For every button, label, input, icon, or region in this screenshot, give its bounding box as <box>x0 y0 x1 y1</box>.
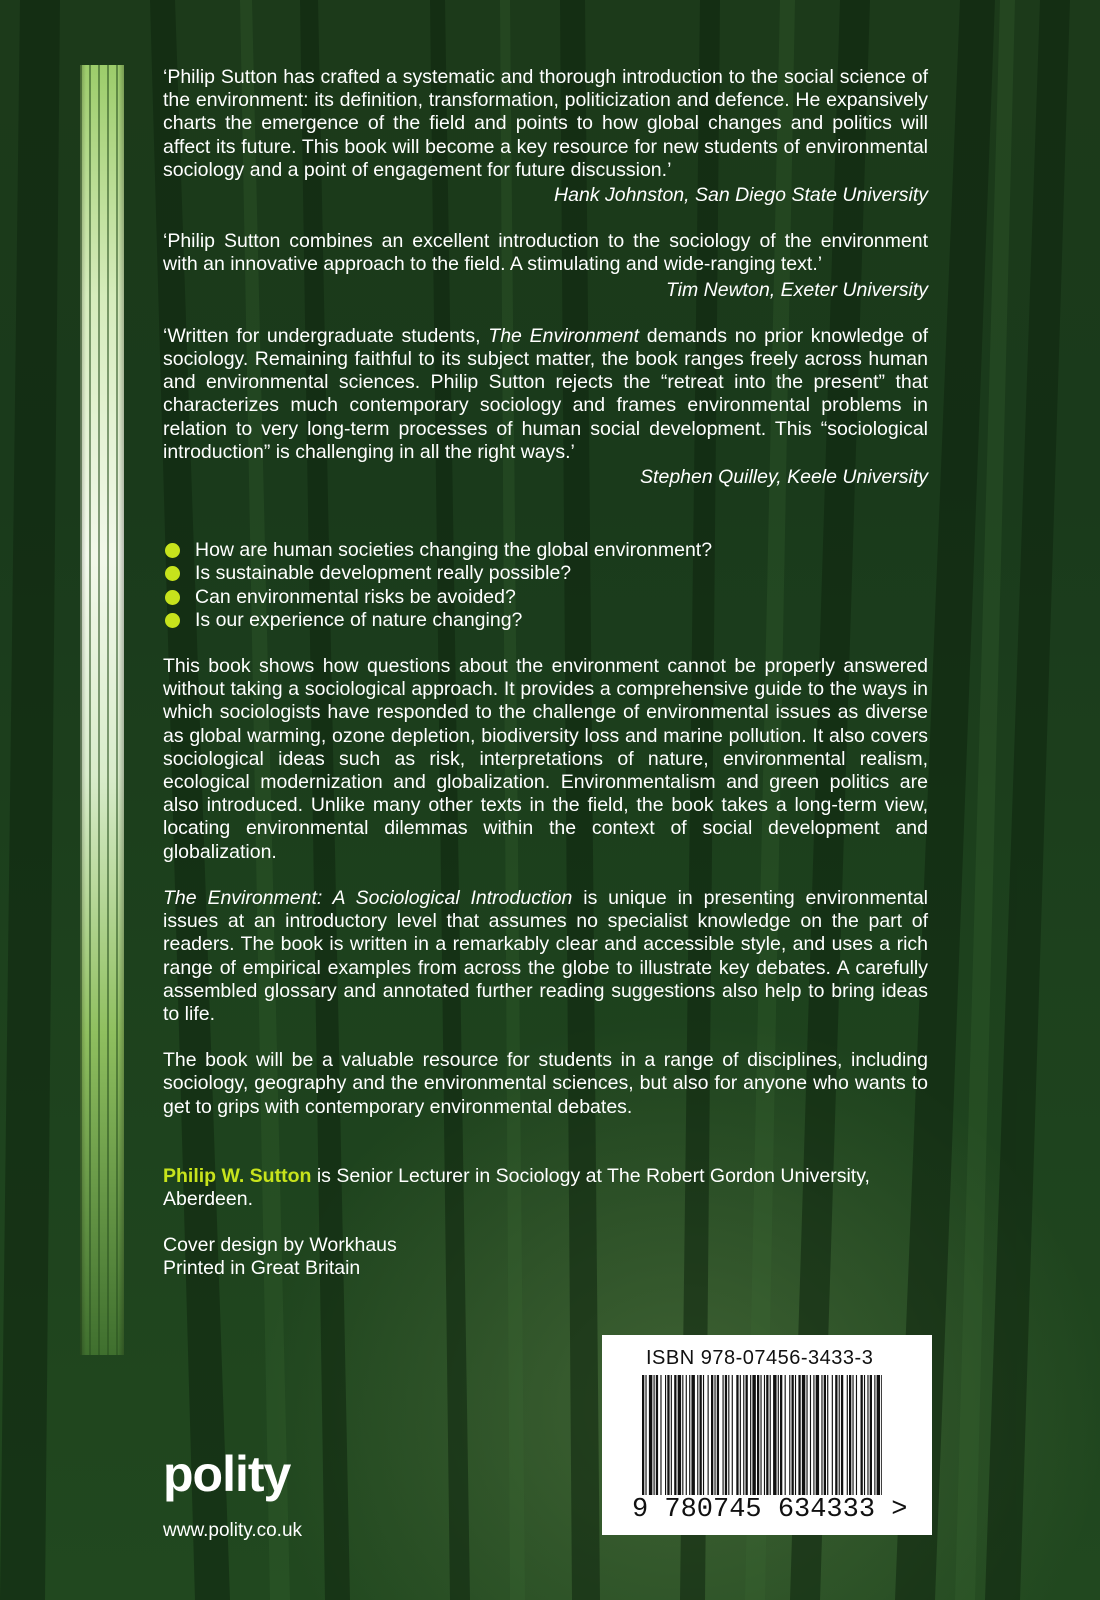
publisher-website: www.polity.co.uk <box>163 1520 303 1541</box>
barcode-bar <box>806 1375 807 1510</box>
barcode-bar <box>856 1375 857 1510</box>
quote-text: ‘Philip Sutton has crafted a systematic and thorough introduction to the social science of the environment: its definition, transformation, politicization and defence. He expansively charts the emergence of the field and points to how global changes and politics will affect its future. This book will become a key resource for new students of environmental sociology and a point of engagement for future discussion.’ <box>163 66 928 181</box>
barcode-bar <box>682 1375 683 1510</box>
isbn-barcode <box>602 1335 932 1535</box>
barcode-bar <box>689 1375 690 1510</box>
barcode-bar <box>674 1375 676 1510</box>
barcode-bar <box>714 1375 715 1510</box>
list-item <box>163 586 928 609</box>
barcode-bar <box>778 1375 779 1510</box>
barcode-bar <box>757 1375 759 1510</box>
barcode-bars <box>642 1375 882 1510</box>
review-quote-3 <box>163 325 928 489</box>
list-item-text: How are human societies changing the global environment? <box>195 539 713 562</box>
author-bio-text: is Senior Lecturer in Sociology at The Robert Gordon University, Aberdeen. <box>163 1164 870 1210</box>
barcode-bar <box>671 1375 672 1510</box>
barcode-bar <box>686 1375 687 1510</box>
barcode-bar <box>642 1375 644 1510</box>
barcode-bar <box>780 1375 782 1510</box>
barcode-bar <box>839 1375 840 1510</box>
bullet-dot-icon <box>165 613 180 628</box>
author-bio <box>163 1165 928 1211</box>
barcode-digits: 9 780745 634333 > <box>632 1495 908 1525</box>
barcode-bar <box>667 1375 669 1510</box>
barcode-bar <box>877 1375 880 1510</box>
barcode-bar <box>732 1375 733 1510</box>
bullet-dot-icon <box>165 566 180 581</box>
description-paragraph-1: This book shows how questions about the environment cannot be properly answered without taking a sociological approach. It provides a comprehensive guide to the ways in which sociologists have responded to the challenge of environmental issues as diverse as global warming, ozone depletion, biodiversity loss and marine pollution. It also covers sociological ideas such as risk, interpretations of nature, environmental realism, ecological modernization and globalization. Environmentalism and green politics are also introduced. Unlike many other texts in the field, the book takes a long-term view, locating environmental dilemmas within the context of social development and globalization. <box>163 655 928 863</box>
cover-design-credit: Cover design by Workhaus <box>163 1234 397 1257</box>
barcode-bar <box>665 1375 666 1510</box>
quote-attribution: Hank Johnston, San Diego State University <box>554 184 928 207</box>
quote-text <box>163 325 928 464</box>
barcode-bar <box>849 1375 851 1510</box>
barcode-bar <box>789 1375 790 1510</box>
barcode-bar <box>740 1375 741 1510</box>
barcode-bar <box>870 1375 872 1510</box>
barcode-bar <box>691 1375 694 1510</box>
printed-in: Printed in Great Britain <box>163 1257 361 1280</box>
barcode-bar <box>832 1375 833 1510</box>
barcode-bar <box>773 1375 776 1510</box>
barcode-bar <box>824 1375 826 1510</box>
quote-text-pre: ‘Written for undergraduate students, <box>163 324 489 347</box>
barcode-bar <box>723 1375 724 1510</box>
barcode-bar <box>861 1375 863 1510</box>
barcode-bar <box>813 1375 814 1510</box>
list-item-text: Can environmental risks be avoided? <box>195 585 516 608</box>
barcode-bar <box>798 1375 800 1510</box>
barcode-bar <box>867 1375 868 1510</box>
barcode-bar <box>725 1375 727 1510</box>
book-title-inline: The Environment <box>488 324 640 347</box>
barcode-bar <box>736 1375 738 1510</box>
barcode-bar <box>645 1375 646 1510</box>
review-quote-2 <box>163 230 928 302</box>
barcode-bar <box>835 1375 837 1510</box>
book-title: The Environment: A Sociological Introduction <box>163 886 573 909</box>
barcode-bar <box>656 1375 658 1510</box>
barcode-bar <box>697 1375 698 1510</box>
list-item <box>163 562 928 585</box>
barcode-bar <box>703 1375 704 1510</box>
barcode-bar <box>678 1375 681 1510</box>
isbn-label: ISBN 978-07456-3433-3 <box>646 1347 874 1369</box>
barcode-bar <box>770 1375 771 1510</box>
barcode-bar <box>827 1375 828 1510</box>
barcode-bar <box>750 1375 751 1510</box>
barcode-bar <box>874 1375 875 1510</box>
bullet-dot-icon <box>165 590 180 605</box>
barcode-bar <box>660 1375 661 1510</box>
barcode-bar <box>810 1375 811 1510</box>
key-questions-list <box>163 539 928 632</box>
barcode-bar <box>752 1375 755 1510</box>
barcode-bar <box>649 1375 652 1510</box>
list-item-text: Is our experience of nature changing? <box>195 608 523 631</box>
review-quote-1 <box>163 66 928 207</box>
barcode-bar <box>743 1375 744 1510</box>
barcode-bar <box>746 1375 748 1510</box>
description-paragraph-2 <box>163 887 928 1026</box>
bullet-dot-icon <box>165 543 180 558</box>
barcode-bar <box>785 1375 786 1510</box>
barcode-bar <box>841 1375 843 1510</box>
quote-attribution: Tim Newton, Exeter University <box>665 278 928 301</box>
barcode-bar <box>700 1375 702 1510</box>
quote-text: ‘Philip Sutton combines an excellent introduction to the sociology of the environment with an innovative approach to the field. A stimulating and wide-ranging text.’ <box>163 230 928 276</box>
quote-text-post: demands no prior knowledge of sociology. Remaining faithful to its subject matter, the book ranges freely across human and environmental sciences. Philip Sutton rejects the “retreat into the present” that characterizes much contemporary sociology and frames environmental problems in relation to very long-term processes of human social development. This “sociological introduction” is challenging in all the right ways.’ <box>163 324 928 463</box>
barcode-bar <box>802 1375 805 1510</box>
barcode-bar <box>821 1375 822 1510</box>
quote-attribution: Stephen Quilley, Keele University <box>640 466 928 489</box>
list-item <box>163 609 928 632</box>
barcode-bar <box>864 1375 865 1510</box>
description-paragraph-3: The book will be a valuable resource for students in a range of disciplines, including sociology, geography and the environmental sciences, but also for anyone who wants to get to grips with contemporary environmental debates. <box>163 1049 928 1118</box>
barcode-bar <box>881 1375 882 1510</box>
barcode-bar <box>766 1375 768 1510</box>
barcode-bar <box>852 1375 853 1510</box>
barcode-bar <box>708 1375 709 1510</box>
barcode-bar <box>847 1375 848 1510</box>
barcode-bar <box>792 1375 794 1510</box>
forest-light-strip <box>80 65 124 1355</box>
barcode-bar <box>795 1375 796 1510</box>
barcode-bar <box>764 1375 765 1510</box>
description-paragraph-2-text: is unique in presenting environmental issues at an introductory level that assumes no specialist knowledge on the part of readers. The book is written in a remarkably clear and accessible style, and uses a rich range of empirical examples from across the globe to illustrate key debates. A carefully assembled glossary and annotated further reading suggestions also help to bring ideas to life. <box>163 886 929 1025</box>
publisher-logo: polity <box>163 1446 291 1502</box>
list-item-text: Is sustainable development really possible? <box>195 562 572 585</box>
list-item <box>163 539 928 562</box>
barcode-bar <box>760 1375 761 1510</box>
barcode-bar <box>717 1375 719 1510</box>
barcode-bar <box>816 1375 819 1510</box>
author-name: Philip W. Sutton <box>163 1164 312 1187</box>
back-cover-text <box>163 66 928 1281</box>
barcode-bar <box>654 1375 655 1510</box>
barcode-bar <box>728 1375 729 1510</box>
barcode-bar <box>711 1375 713 1510</box>
